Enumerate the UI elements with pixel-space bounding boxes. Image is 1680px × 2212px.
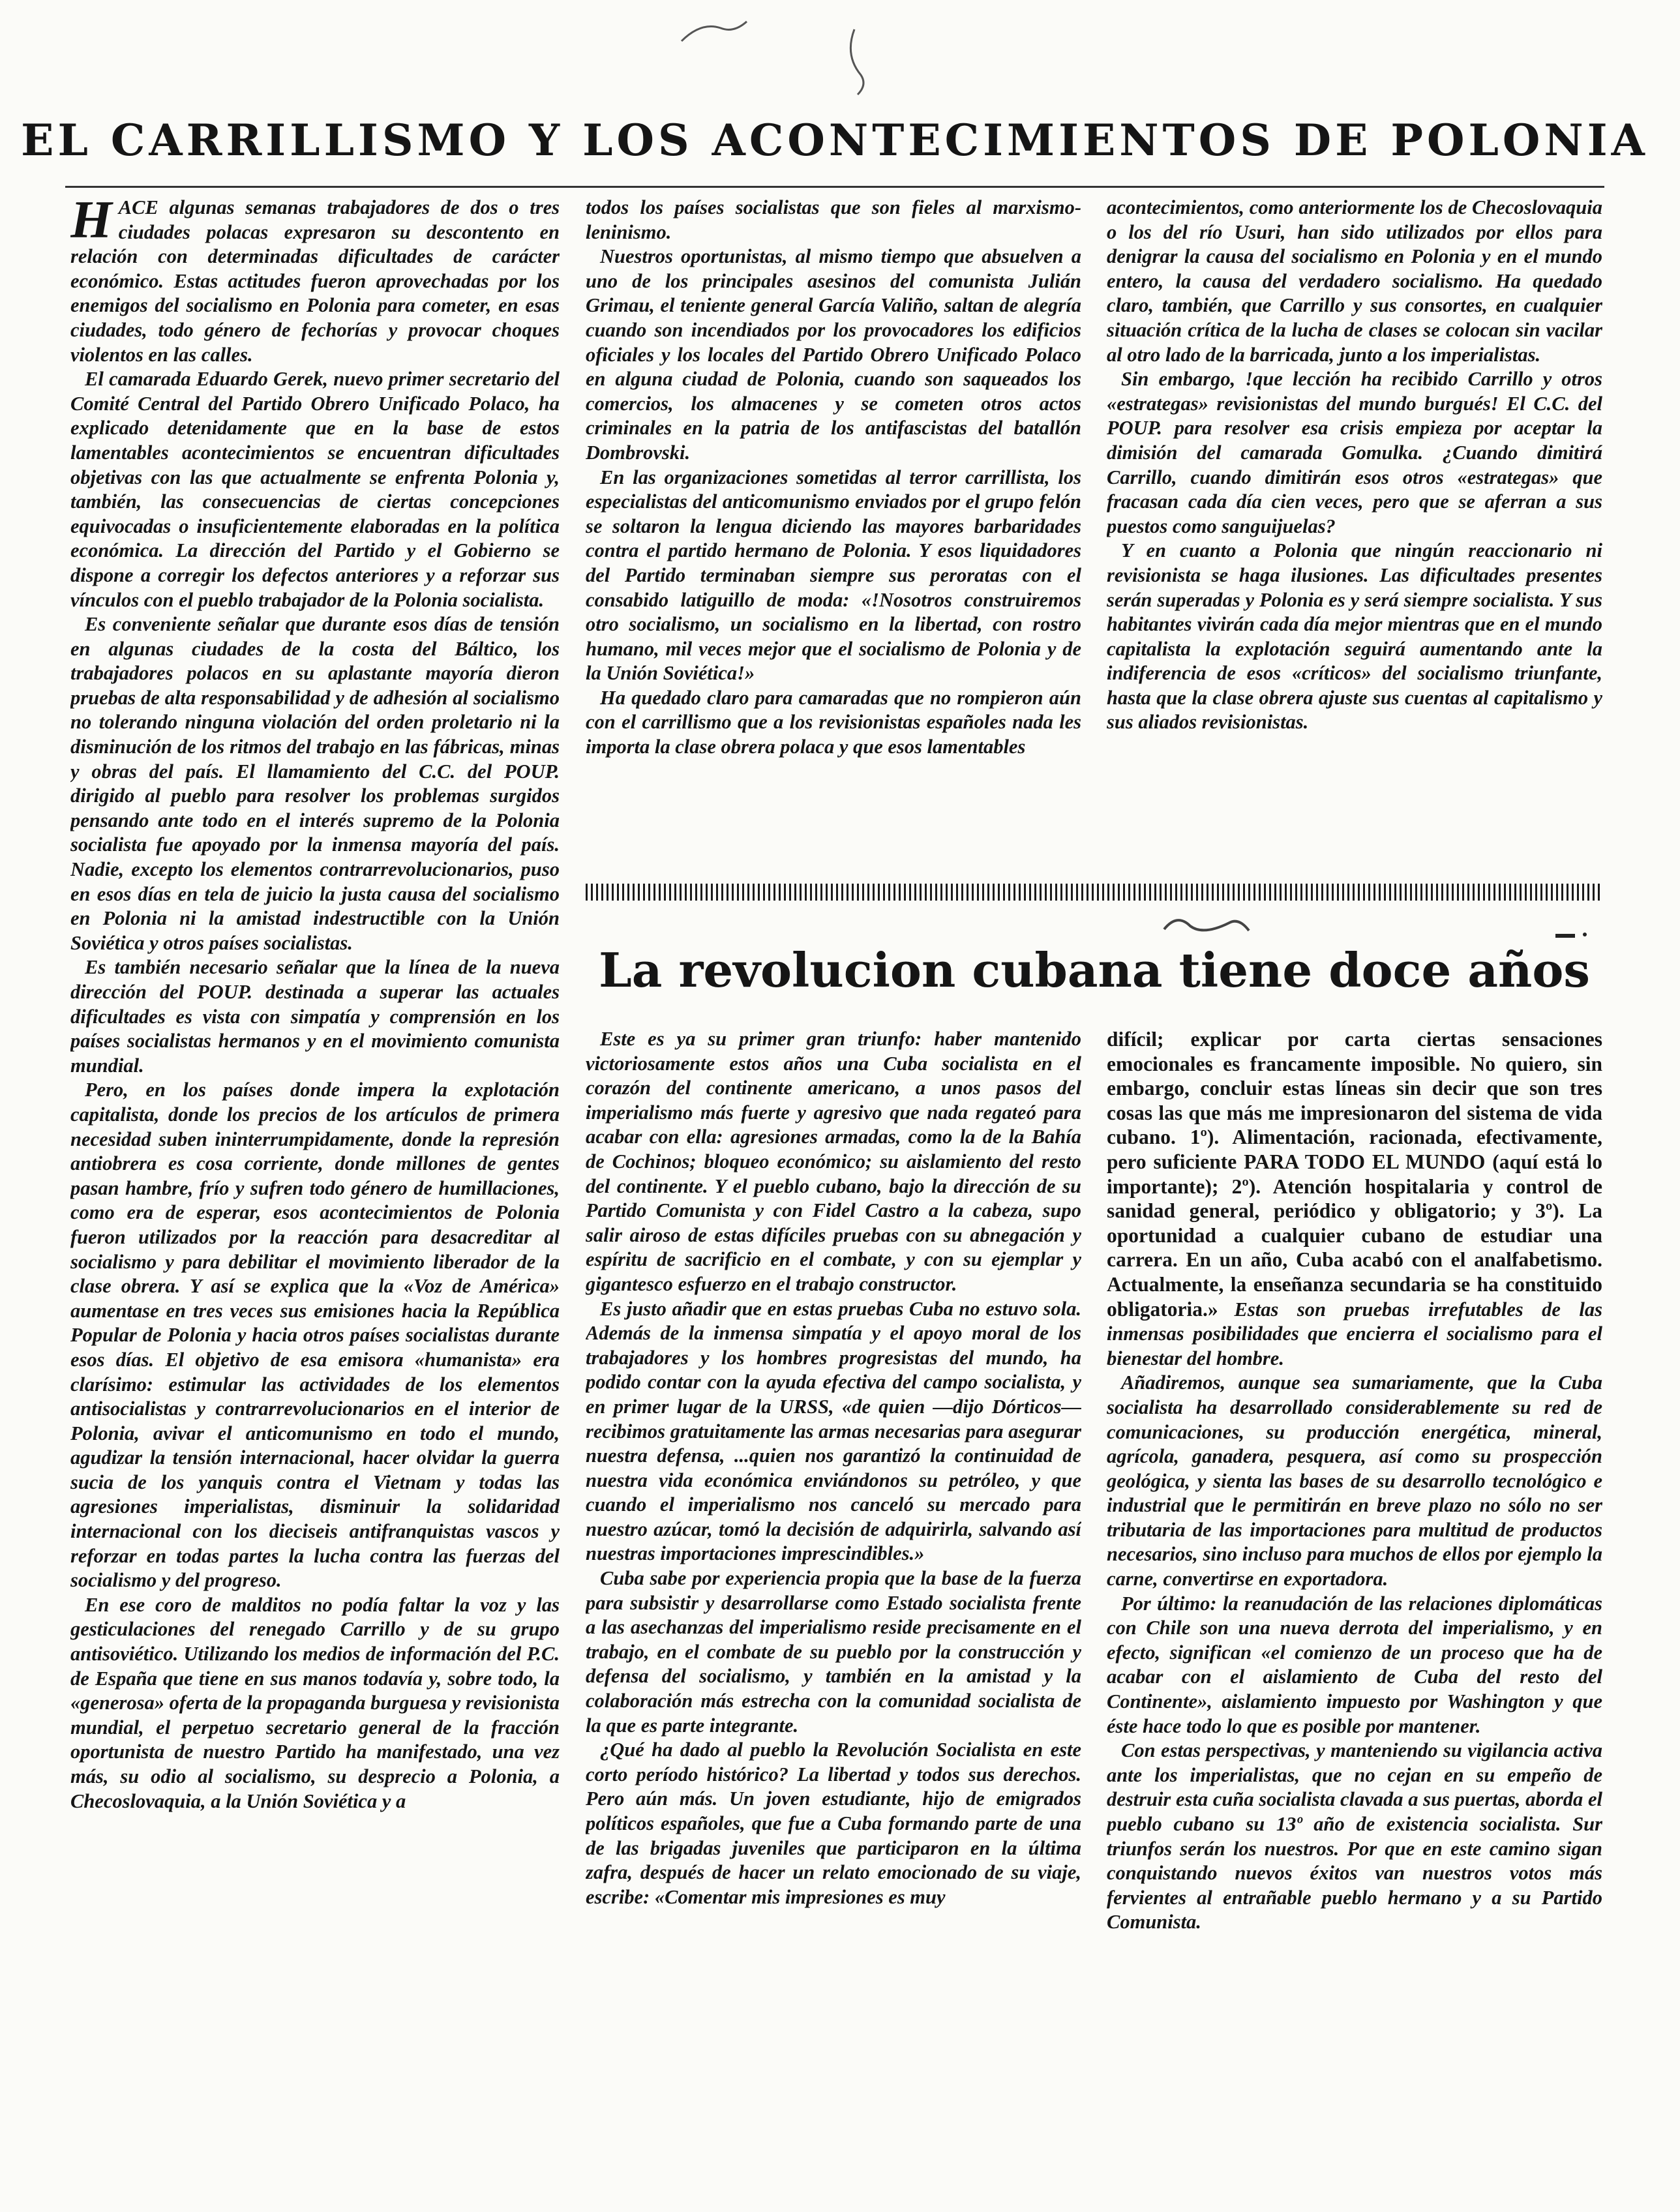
paragraph: Con estas perspectivas, y manteniendo su vigilancia activa ante los imperialistas, que no cejan en su empeño de destruir esta cuña socialista clavada a sus puertas, aborda el pueblo cubano su 13º año de existencia socialista. Sur triunfos serán los nuestros. Por que en este camino sigan conquistando nuevos éxitos van nuestros votos más fervientes al entrañable pueblo hermano y a su Partido Comunista. — [1107, 1739, 1602, 1934]
article-column-5 — [1107, 1027, 1602, 2165]
article-column-3 — [1107, 196, 1602, 854]
paragraph: HACE algunas semanas trabajadores de dos o tres ciudades polacas expresaron su descontento en relación con determinadas dificultades de carácter económico. Estas actitudes fueron aprovechadas por los enemigos del socialismo en Polonia para cometer, en esas ciudades, todo género de fechorías y provocar choques violentos en las calles. — [70, 196, 560, 366]
paragraph: Sin embargo, !que lección ha recibido Carrillo y otros «estrategas» revisionistas del mundo burgués! El C.C. del POUP. para resolver esa crisis empieza por aceptar la dimisión del camarada Gomulka. ¿Cuando dimitirá Carrillo, cuando dimitirán esos otros «estrategas» que fracasan cada día cien veces, pero que se aferran a sus puestos como sanguijuelas? — [1107, 368, 1602, 537]
article-column-1 — [70, 196, 560, 2165]
ink-mark — [678, 12, 757, 51]
paragraph: Añadiremos, aunque sea sumariamente, que la Cuba socialista ha desarrollado considerablemente su red de comunicaciones, su producción energética, mineral, agrícola, ganadera, pesquera, así como su prospección geológica, y sienta las bases de su desarrollo tecnológico e industrial que le permitirán en breve plazo no sólo no ser tributaria de las importaciones para multitud de productos necesarios, sino incluso para muchos de ellos por ejemplo la carne, convertirse en exportadora. — [1107, 1371, 1602, 1591]
paragraph: acontecimientos, como anteriormente los de Checoslovaquia o los del río Usuri, han sido utilizados por ellos para denigrar la causa del socialismo en Polonia y en el mundo entero, la causa del verdadero socialismo. Ha quedado claro, también, que Carrillo y sus consortes, en cualquier situación crítica de la lucha de clases se colocan sin vacilar al otro lado de la barricada, junto a los imperialistas. — [1107, 196, 1602, 366]
article-column-2 — [586, 196, 1081, 854]
paragraph: Ha quedado claro para camaradas que no rompieron aún con el carrillismo que a los revisionistas españoles nada les importa la clase obrera polaca y que esos lamentables — [586, 686, 1081, 758]
paragraph: El camarada Eduardo Gerek, nuevo primer secretario del Comité Central del Partido Obrero Unificado Polaco, ha explicado detenidamente que en la base de estos lamentables acontecimientos se encuentran dificultades objetivas con las que actualmente se enfrenta Polonia y, también, las consecuencias de ciertas concepciones equivocadas o insuficientemente elaboradas en la política económica. La dirección del Partido y el Gobierno se dispone a corregir los defectos anteriores y a reforzar sus vínculos con el pueblo trabajador de la Polonia socialista. — [70, 368, 560, 611]
article-title: EL CARRILLISMO Y LOS ACONTECIMIENTOS DE POLONIA — [21, 115, 1649, 166]
paragraph: Y en cuanto a Polonia que ningún reaccionario ni revisionista se haga ilusiones. Las dificultades presentes serán superadas y Polonia es y será siempre socialista. Y sus habitantes vivirán cada día mejor mientras que en el mundo capitalista la explotación seguirá aumentando ante la indiferencia de esos «críticos» del socialismo triunfante, hasta que la clase obrera ajuste sus cuentas al capitalismo y sus aliados revisionistas. — [1107, 539, 1602, 734]
article-column-4 — [586, 1027, 1081, 2165]
paragraph: En ese coro de malditos no podía faltar la voz y las gesticulaciones del renegado Carrillo y de su grupo antisoviético. Utilizando los medios de información del P.C. de España que tiene en sus manos todavía y, sobre todo, la «generosa» oferta de la propaganda burguesa y revisionista mundial, el perpetuo secretario general de la fracción oportunista de nuestro Partido ha manifestado, una vez más, su odio al socialismo, su desprecio a Polonia, a Checoslovaquia, a la Unión Soviética y a — [70, 1593, 560, 1812]
paragraph: Cuba sabe por experiencia propia que la base de la fuerza para subsistir y desarrollarse como Estado socialista frente a las asechanzas del imperialismo reside precisamente en el trabajo, en el combate de su pueblo por la construcción y defensa del socialismo, y también en la amistad y la colaboración más estrecha con la comunidad socialista de la que es parte integrante. — [586, 1567, 1081, 1737]
drop-cap: H — [70, 196, 112, 249]
quote-text: difícil; explicar por carta ciertas sensaciones emocionales es francamente imposible. No quiero, sin embargo, concluir estas líneas sin decir que son tres cosas las que más me impresionaron del sistema de vida cubano. 1º). Alimentación, racionada, efectivamente, pero suficiente PARA TODO EL MUNDO (aquí está lo importante); 2º). Atención hospitalaria y control de sanidad general, periódico y obligatorio; y 3º). La oportunidad a cualquier cubano de estudiar una carrera. En un año, Cuba acabó con el analfabetismo. Actualmente, la enseñanza secundaria se ha constituido obligatoria.» — [1107, 1028, 1602, 1321]
section-divider — [586, 884, 1603, 901]
article-title: La revolucion cubana tiene doce años — [599, 942, 1590, 998]
ink-mark — [828, 26, 874, 98]
paragraph: Nuestros oportunistas, al mismo tiempo que absuelven a uno de los principales asesinos del comunista Julián Grimau, el teniente general García Valiño, saltan de alegría cuando son incendiados por los provocadores los edificios oficiales y los locales del Partido Obrero Unificado Polaco en alguna ciudad de Polonia, cuando son saqueados los comercios, los almacenes y se cometen otros actos criminales en la patria de los antifascistas del batallón Dombrovski. — [586, 245, 1081, 464]
paragraph: En las organizaciones sometidas al terror carrillista, los especialistas del anticomunismo enviados por el grupo felón se soltaron la lengua diciendo las mayores barbaridades contra el partido hermano de Polonia. Y esos liquidadores del Partido terminaban siempre sus peroratas con el consabido latiguillo de moda: «!Nosotros construiremos otro socialismo, un socialismo en la libertad, con rostro humano, mil veces mejor que el socialismo de Polonia y de la Unión Soviética!» — [586, 466, 1081, 685]
paragraph: Por último: la reanudación de las relaciones diplomáticas con Chile son una nueva derrota del imperialismo, y en efecto, significan «el comienzo de un proceso que ha de acabar con el aislamiento de Cuba del resto del Continente», aislamiento impuesto por Washington y que éste hace todo lo que es posible por mantener. — [1107, 1592, 1602, 1737]
paragraph: Pero, en los países donde impera la explotación capitalista, donde los precios de los artículos de primera necesidad suben ininterrumpidamente, donde la represión antiobrera es cosa corriente, donde millones de gentes pasan hambre, frío y sufren todo género de humillaciones, como era de esperar, esos acontecimientos de Polonia fueron utilizados por la reacción para desacreditar al socialismo y para debilitar el movimiento liberador de la clase obrera. Y así se explica que la «Voz de América» aumentase en tres veces sus emisiones hacia la República Popular de Polonia y hacia otros países socialistas durante esos días. El objetivo de esa emisora «humanista» era clarísimo: estimular las actividades de los elementos antisocialistas y contrarrevolucionarios en el interior de Polonia, avivar el anticomunismo en todo el mundo, agudizar la tensión internacional, hacer olvidar la guerra sucia de los yanquis contra el Vietnam y todas las agresiones imperialistas, disminuir la solidaridad internacional con los dieciseis antifranquistas vascos y reforzar en todas partes la lucha contra las fuerzas del socialismo y del progreso. — [70, 1079, 560, 1592]
quote-tail: Estas son pruebas irrefutables de las inmensas posibilidades que encierra el socialismo para el bienestar del hombre. — [1107, 1298, 1602, 1369]
paragraph: Es justo añadir que en estas pruebas Cuba no estuvo sola. Además de la inmensa simpatía y el apoyo moral de los trabajadores y los hombres progresistas del mundo, ha podido contar con la ayuda efectiva del campo socialista, y en primer lugar de la URSS, «de quien —dijo Dórticos— recibimos gratuitamente las armas necesarias para asegurar nuestra defensa, ...quien nos garantizó la continuidad de nuestra vida económica enviándonos su petróleo, y que cuando el imperialismo nos canceló su mercado para nuestro azúcar, tomó la decisión de adquirirla, salvando así nuestras importaciones imprescindibles.» — [586, 1297, 1081, 1565]
paragraph: Es conveniente señalar que durante esos días de tensión en algunas ciudades de la costa del Báltico, los trabajadores polacos en su aplastante mayoría dieron pruebas de alta responsabilidad y de adhesión al socialismo no tolerando ninguna violación del orden proletario ni la disminución de los ritmos del trabajo en las fábricas, minas y obras del país. El llamamiento del C.C. del POUP. dirigido al pueblo para resolver los problemas surgidos pensando ante todo en el interés supremo de la Polonia socialista fue apoyado por la inmensa mayoría del país. Nadie, excepto los elementos contrarrevolucionarios, puso en esos días en tela de juicio la justa causa del socialismo en Polonia ni la amistad indestructible con la Unión Soviética y otros países socialistas. — [70, 613, 560, 954]
paragraph: todos los países socialistas que son fieles al marxismo-leninismo. — [586, 196, 1081, 243]
paragraph — [1107, 1027, 1602, 1371]
paragraph: Este es ya su primer gran triunfo: haber mantenido victoriosamente estos años una Cuba socialista en el corazón del continente americano, a unos pasos del imperialismo más fuerte y agresivo que nada regateó para acabar con ella: agresiones armadas, como la de la Bahía de Cochinos; bloqueo económico; su aislamiento del resto del continente. Y el pueblo cubano, bajo la dirección de su Partido Comunista y con Fidel Castro a la cabeza, supo salir airoso de estas difíciles pruebas con su abnegación y espíritu de sacrificio en el combate, y con su ejemplar y gigantesco esfuerzo en el trabajo constructor. — [586, 1028, 1081, 1295]
title-rule — [65, 186, 1604, 188]
paragraph: Es también necesario señalar que la línea de la nueva dirección del POUP. destinada a superar las actuales dificultades es vista con simpatía y comprensión en los países socialistas hermanos y en el movimiento comunista mundial. — [70, 956, 560, 1077]
paragraph: ¿Qué ha dado al pueblo la Revolución Socialista en este corto período histórico? La libertad y todos sus derechos. Pero aún más. Un joven estudiante, hijo de emigrados políticos españoles, que fue a Cuba formando parte de una de las brigadas juveniles que participaron en la última zafra, después de hacer un relato emocionado de su viaje, escribe: «Comentar mis impresiones es muy — [586, 1739, 1081, 1908]
